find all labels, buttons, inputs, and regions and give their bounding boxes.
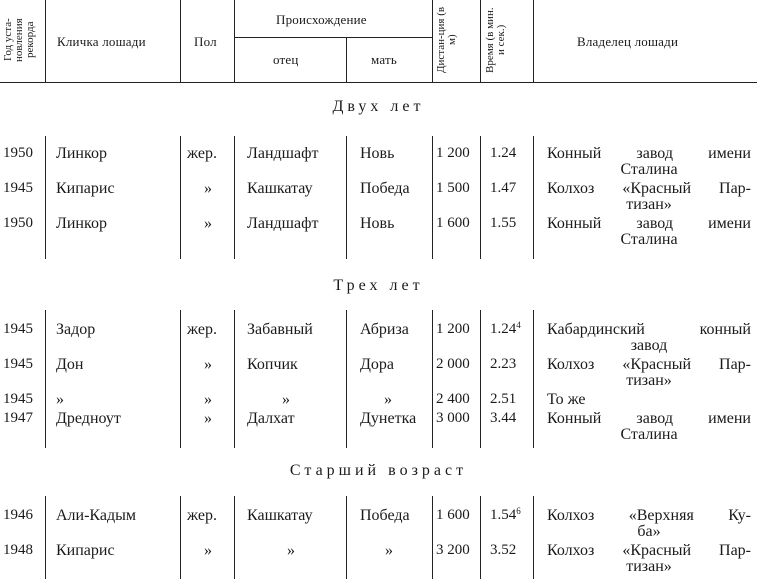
table-row-year: 1950 [3,145,33,161]
table-row-sex: » [204,215,212,232]
header-sire: отец [273,52,299,67]
table-row-distance: 1 200 [436,321,470,337]
body-col-divider [180,496,181,579]
table-row-sire: Кашкатау [247,507,313,524]
header-col-divider [533,0,534,82]
header-time: Время (в мин. и сек.) [484,7,507,73]
body-col-divider [180,136,181,259]
body-col-divider [45,496,46,579]
header-year: Год уста-новления рекорда [2,18,36,62]
table-row-dam: Дунетка [360,410,417,427]
table-row-distance: 1 200 [436,145,470,161]
table-row-sex: жер. [187,145,217,162]
table-row-dam: Новь [360,145,395,162]
table-row-time: 1.24$^4$ [490,320,521,337]
table-row-time: 3.52 [490,542,517,558]
header-owner: Владелец лошади [577,34,679,49]
table-row-name: Дредноут [56,410,121,427]
body-col-divider [234,496,235,579]
table-row-owner: Колхоз «Красный Пар- тизан» [547,542,751,575]
table-row-sex: » [204,356,212,373]
table-row-sex: жер. [187,321,217,338]
table-row-owner: Кабардинский конный завод [547,321,751,354]
table-row-sex: жер. [187,507,217,524]
table-row-dam: Новь [360,215,395,232]
table-row-distance: 3 200 [436,542,470,558]
table-row-name: Кипарис [56,542,115,559]
table-row-year: 1945 [3,391,33,407]
table-row-time: 1.55 [490,215,517,231]
table-row-name: Задор [56,321,96,338]
section-title-older-age: Старший возраст [289,462,468,479]
table-row-sire: Кашкатау [247,180,313,197]
table-row-owner: Колхоз «Красный Пар- тизан» [547,180,751,213]
table-row-name: Линкор [56,215,107,232]
table-row-year: 1945 [3,356,33,372]
header-distance: Дистан-ция (в м) [435,6,458,74]
table-row-sire: » [282,391,290,408]
table-row-dam: Победа [360,507,410,524]
body-col-divider [45,136,46,259]
body-col-divider [480,496,481,579]
origin-divider-line [235,37,432,38]
header-col-divider [180,0,181,82]
body-col-divider [480,136,481,259]
table-row-time: 1.54$^6$ [490,506,521,523]
table-row-name: » [56,391,64,408]
table-row-dam: Дора [360,356,395,373]
table-row-distance: 1 500 [436,180,470,196]
table-row-dam: » [385,542,393,559]
table-row-sex: » [204,180,212,197]
header-col-divider [432,0,433,82]
table-row-time: 3.44 [490,410,517,426]
body-col-divider [45,310,46,448]
body-col-divider [432,136,433,259]
table-row-name: Кипарис [56,180,115,197]
table-row-distance: 3 000 [436,410,470,426]
body-col-divider [480,310,481,448]
table-row-owner: Колхоз «Верхняя Ку- ба» [547,507,751,540]
table-row-sire: » [287,542,295,559]
header-origin: Происхождение [276,12,367,27]
body-col-divider [533,310,534,448]
table-row-dam: Абриза [360,321,409,338]
header-horse-name: Кличка лошади [57,34,146,49]
body-col-divider [180,310,181,448]
body-col-divider [234,136,235,259]
table-row-distance: 2 000 [436,356,470,372]
table-row-dam: Победа [360,180,410,197]
table-row-distance: 1 600 [436,507,470,523]
table-row-owner: То же [547,391,586,408]
table-row-year: 1946 [3,507,33,523]
table-row-owner: Конный завод имени Сталина [547,410,751,443]
body-col-divider [432,310,433,448]
table-row-distance: 1 600 [436,215,470,231]
body-col-divider [432,496,433,579]
body-col-divider [234,310,235,448]
header-col-divider [234,0,235,82]
table-row-time: 2.23 [490,356,517,372]
header-col-divider [45,0,46,82]
table-row-time: 1.24 [490,145,517,161]
body-col-divider [346,496,347,579]
body-col-divider [346,310,347,448]
table-row-year: 1950 [3,215,33,231]
header-bottom-rule [0,82,757,83]
table-row-sex: » [204,542,212,559]
table-row-name: Али-Кадым [56,507,137,524]
table-row-time: 2.51 [490,391,517,407]
table-row-name: Дон [56,356,84,373]
table-row-sire: Ландшафт [247,145,319,162]
table-row-sex: » [204,391,212,408]
body-col-divider [533,136,534,259]
table-row-year: 1948 [3,542,33,558]
body-col-divider [533,496,534,579]
table-row-name: Линкор [56,145,107,162]
table-row-sire: Забавный [247,321,313,338]
footnote-marker: 6 [516,506,521,516]
table-row-sire: Копчик [247,356,298,373]
body-col-divider [346,136,347,259]
section-title-three-years: Трех лет [333,277,424,294]
table-row-dam: » [384,391,392,408]
header-col-divider [346,38,347,82]
section-title-two-years: Двух лет [332,98,425,115]
table-row-year: 1945 [3,321,33,337]
table-row-year: 1947 [3,410,33,426]
table-row-distance: 2 400 [436,391,470,407]
footnote-marker: 4 [516,320,521,330]
table-row-sire: Далхат [247,410,295,427]
table-row-owner: Конный завод имени Сталина [547,145,751,178]
header-dam: мать [371,52,397,67]
table-row-year: 1945 [3,180,33,196]
table-row-sire: Ландшафт [247,215,319,232]
table-row-sex: » [204,410,212,427]
header-sex: Пол [194,34,217,49]
table-row-time: 1.47 [490,180,517,196]
header-col-divider [480,0,481,82]
table-row-owner: Конный завод имени Сталина [547,215,751,248]
table-row-owner: Колхоз «Красный Пар- тизан» [547,356,751,389]
